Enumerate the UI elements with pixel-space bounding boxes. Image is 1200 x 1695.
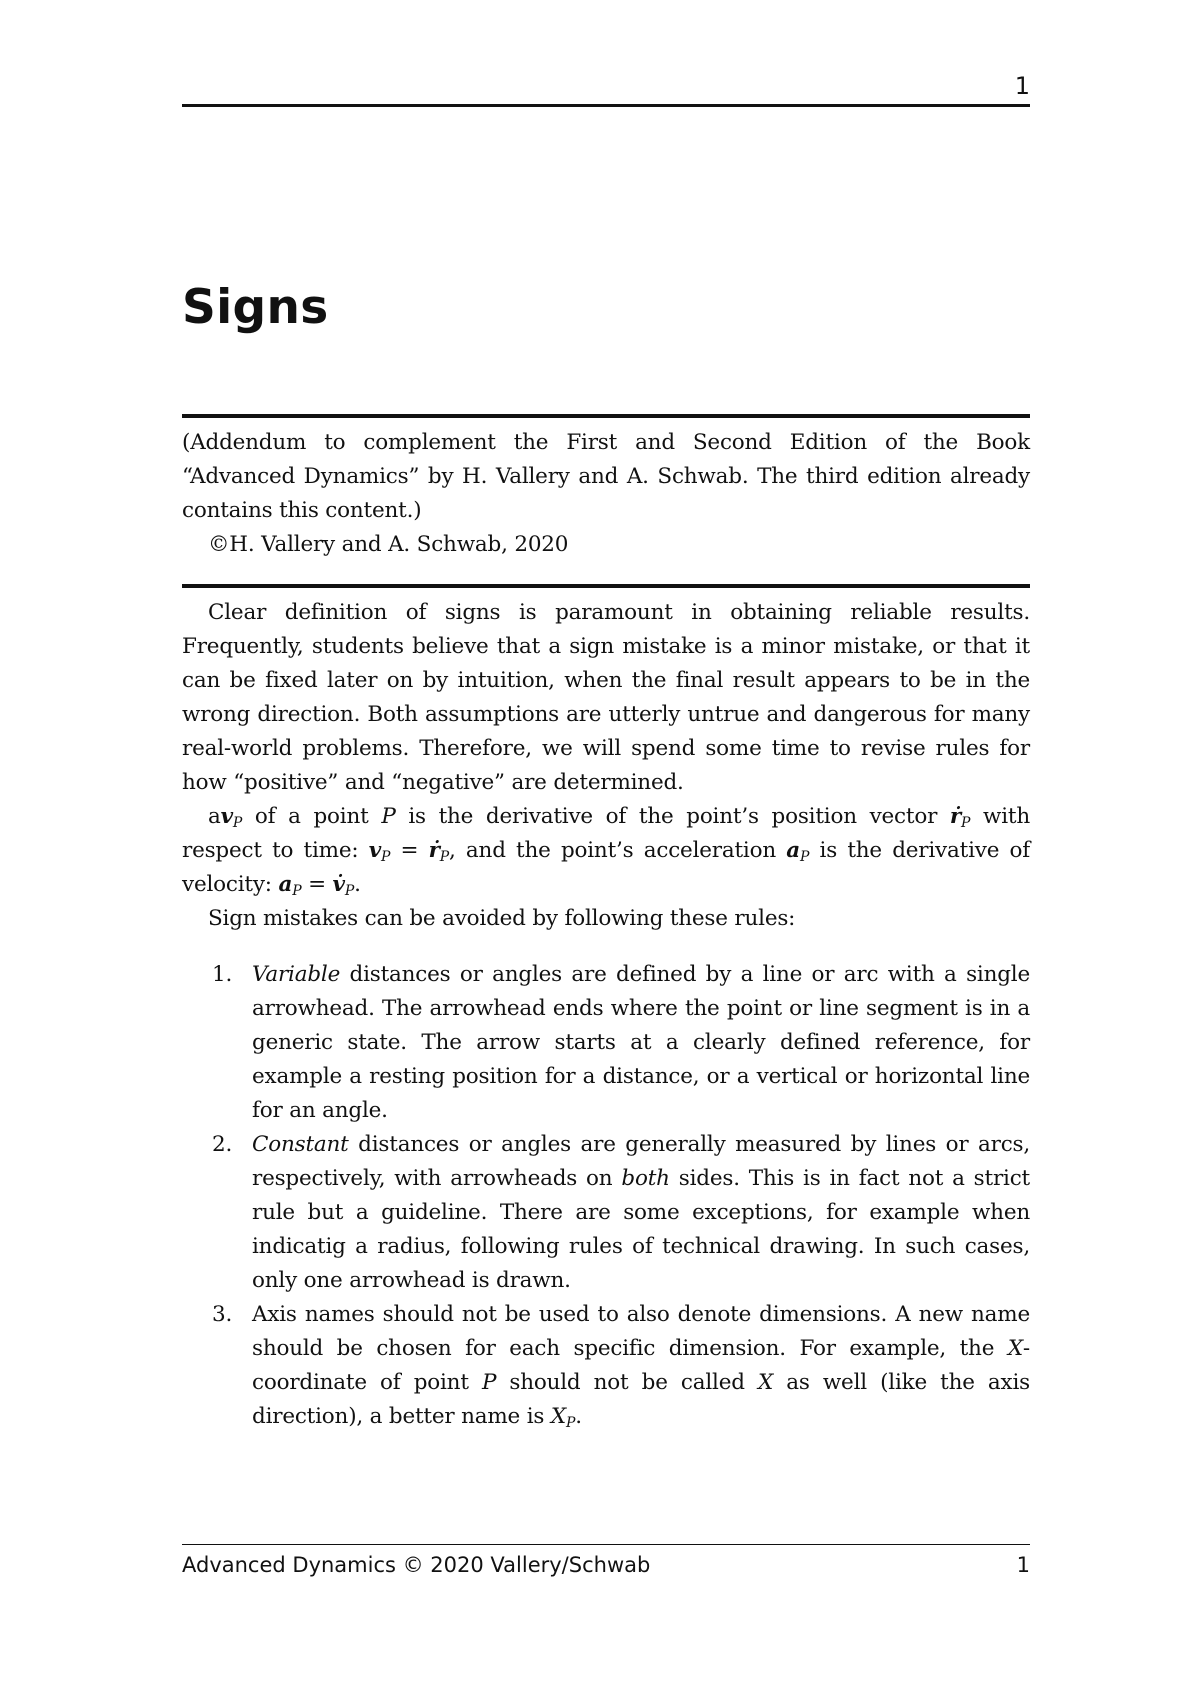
footer-page-number: 1 bbox=[1016, 1553, 1030, 1577]
list-item: 3. Axis names should not be used to also denote dimensions. A new name should be chosen for each specific dimension. For example, the X-coordinate of point P should not be called X as well (like the axis direction), a better name is $X_P$. bbox=[212, 1302, 1030, 1431]
paragraph-1: Clear definition of signs is paramount in obtaining reliable results. Frequently, students believe that a sign mistake is a minor mistake, or that it can be fixed later on by intuition, when the final result appears to be in the wrong direction. Both assumptions are utterly untrue and dangerous for many real-world problems. Therefore, we will spend some time to revise rules for how “positive” and “negative” are determined. bbox=[182, 600, 1030, 795]
paragraph-2: $av_P$ of a point P is the derivative of the point’s position vector ṙ$_P$ with respect to time: $v_P$ = ṙ$_P$, and the point’s acceleration $a_P$ is the derivative of velocity: $a_P$ = $v̇_P$. bbox=[182, 804, 1030, 899]
body-text bbox=[182, 596, 1030, 1434]
footer-text: Advanced Dynamics © 2020 Vallery/Schwab bbox=[182, 1553, 651, 1577]
addendum-copyright: ©H. Vallery and A. Schwab, 2020 bbox=[208, 532, 569, 557]
addendum-top-rule bbox=[182, 414, 1030, 418]
footer-rule bbox=[182, 1544, 1030, 1545]
rules-list bbox=[182, 958, 1030, 1434]
addendum-box bbox=[182, 426, 1030, 562]
addendum-text: (Addendum to complement the First and Second Edition of the Book “Advanced Dynamics” by H. Vallery and A. Schwab. The third edition already contains this content.) bbox=[182, 430, 1030, 523]
list-item: 2. Constant distances or angles are generally measured by lines or arcs, respectively, with arrowheads on both sides. This is in fact not a strict rule but a guideline. There are some exceptions, for example when indicatig a radius, following rules of technical drawing. In such cases, only one arrowhead is drawn. bbox=[212, 1132, 1030, 1293]
paragraph-3: Sign mistakes can be avoided by following these rules: bbox=[208, 906, 796, 931]
list-item: 1. Variable distances or angles are defined by a line or arc with a single arrowhead. The arrowhead ends where the point or line segment is in a generic state. The arrow starts at a clearly defined reference, for example a resting position for a distance, or a vertical or horizontal line for an angle. bbox=[212, 962, 1030, 1123]
chapter-title: Signs bbox=[182, 280, 329, 335]
addendum-bottom-rule bbox=[182, 584, 1030, 588]
header-rule bbox=[182, 104, 1030, 107]
header-page-number: 1 bbox=[1014, 72, 1030, 100]
